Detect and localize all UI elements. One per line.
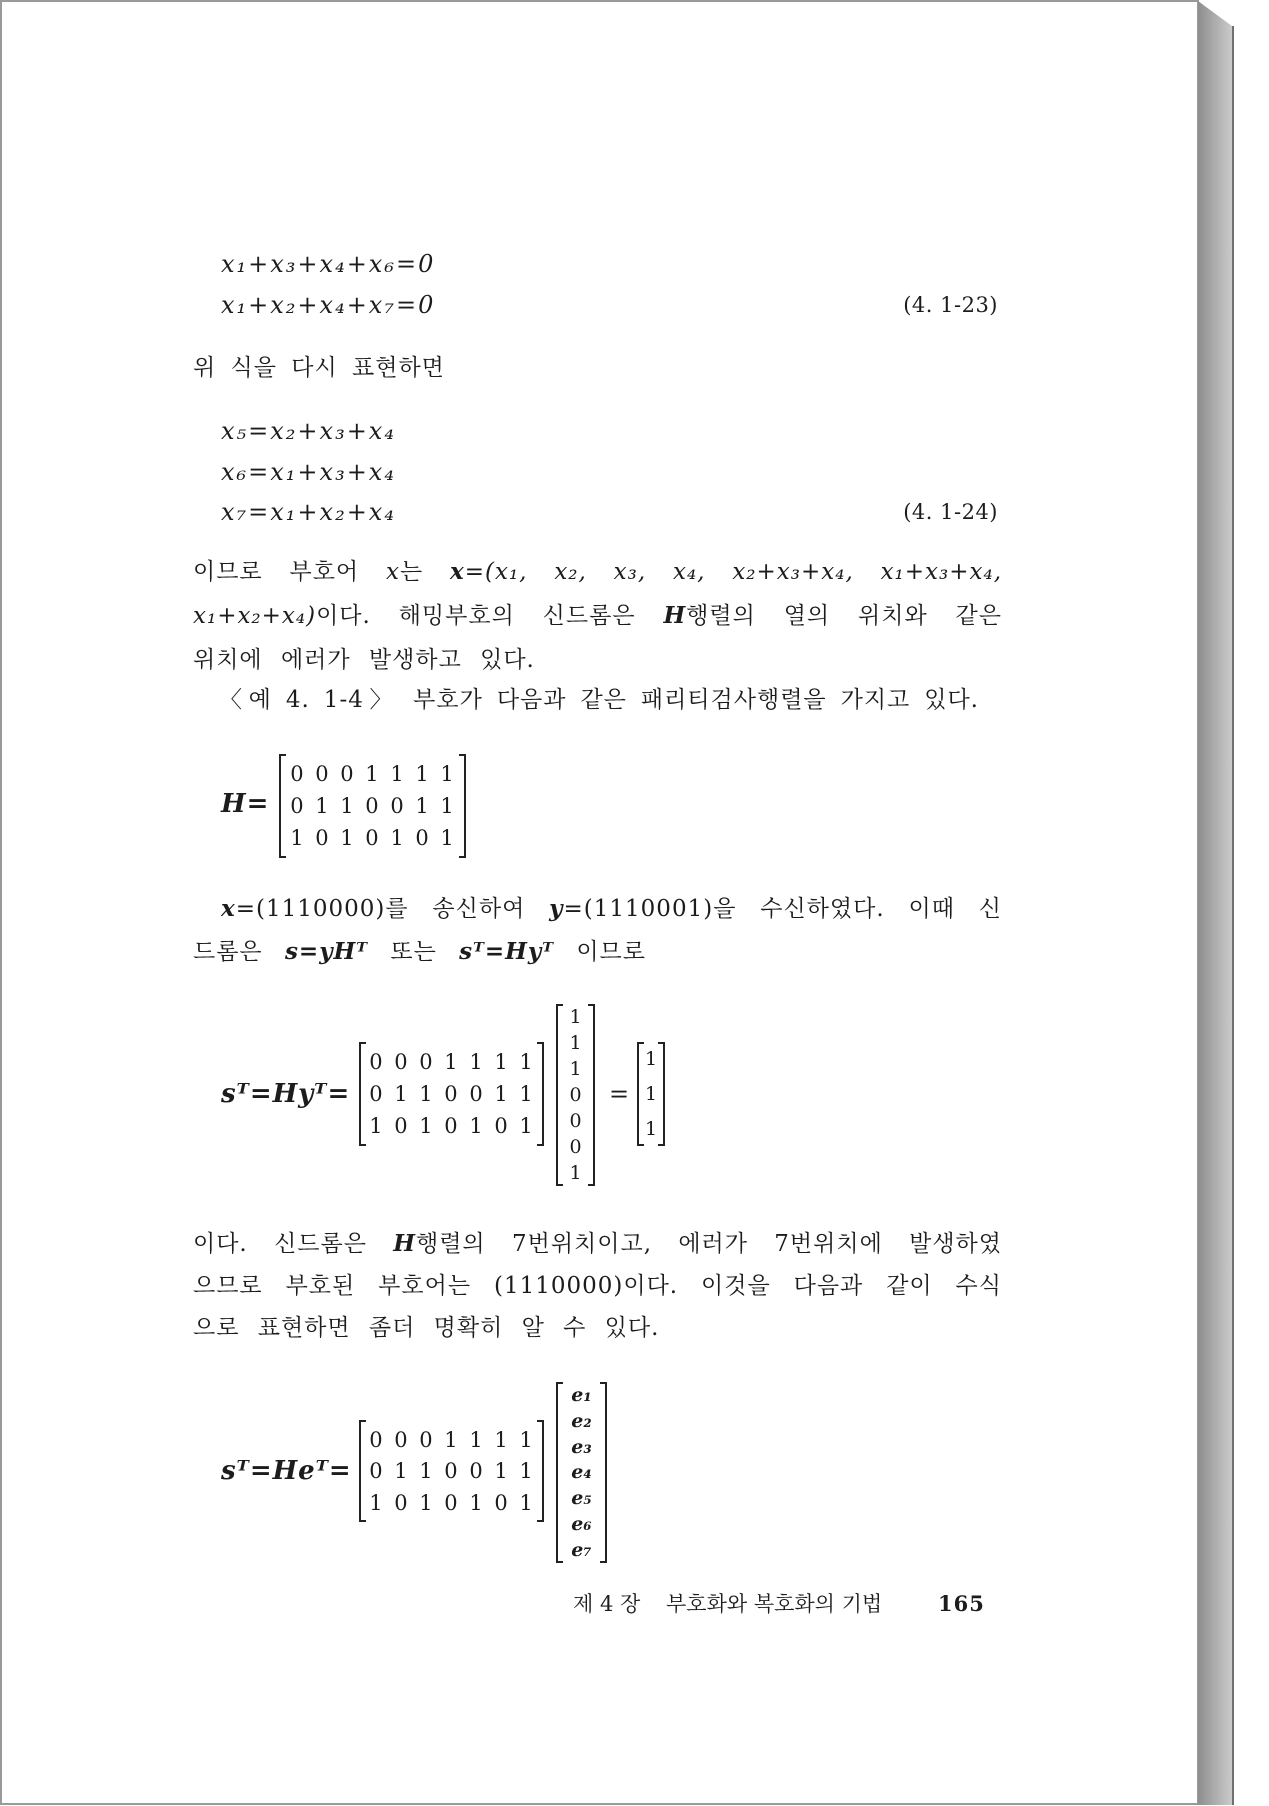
text-run: 또는 — [368, 939, 460, 965]
right-bracket — [537, 1042, 544, 1146]
example-label: 〈예 4. 1-4〉 — [219, 687, 400, 713]
paragraph-line — [221, 889, 1002, 929]
vector-entry: e₅ — [571, 1487, 592, 1510]
matrix-label: H= — [221, 789, 270, 819]
vector-entry: e₂ — [571, 1409, 592, 1432]
vector-entry: e₃ — [571, 1435, 592, 1458]
text-run: 드롬은 — [193, 939, 285, 965]
matrix-row: 0 1 1 0 0 1 1 — [369, 1082, 534, 1106]
math-expression: s=yHᵀ — [284, 938, 369, 965]
error-vector — [556, 1382, 607, 1563]
left-bracket — [359, 1042, 366, 1146]
vector-entry: 1 — [569, 1058, 582, 1080]
parity-check-matrix — [359, 1042, 544, 1146]
paragraph-line — [193, 932, 646, 972]
received-vector — [556, 1004, 595, 1186]
vector-entry: 0 — [569, 1136, 582, 1158]
math-variable: H — [393, 1230, 416, 1257]
math-variable: y — [549, 895, 564, 922]
text-run: 를 송신하여 — [385, 896, 550, 922]
right-bracket — [658, 1042, 665, 1146]
text-run: 는 — [399, 559, 451, 585]
vector-entry: 0 — [569, 1110, 582, 1132]
paragraph-line: 으므로 부호된 부호어는 (1110000)이다. 이것을 다음과 같이 수식 — [193, 1273, 1002, 1299]
vector-entry: e₆ — [571, 1513, 592, 1536]
paragraph-line — [193, 1224, 1002, 1264]
matrix-row: 1 0 1 0 1 0 1 — [369, 1114, 534, 1138]
right-bracket — [537, 1420, 544, 1522]
parity-check-matrix — [359, 1420, 544, 1522]
right-bracket — [600, 1382, 607, 1563]
vector-entry: 1 — [644, 1117, 658, 1140]
text-run: 이므로 — [554, 939, 646, 965]
math-variable: x — [450, 558, 465, 585]
vector-entry: 1 — [569, 1162, 582, 1184]
equation-lhs: sᵀ=Hyᵀ= — [221, 1079, 351, 1109]
text-run: 행렬의 7번위치이고, 에러가 7번위치에 발생하였 — [416, 1231, 1002, 1257]
equation-number: (4. 1-24) — [903, 500, 998, 524]
left-bracket — [556, 1382, 563, 1563]
right-bracket — [588, 1004, 595, 1186]
page-edge-shadow — [1198, 1, 1232, 1805]
matrix-row: 0 0 0 1 1 1 1 — [290, 762, 455, 786]
vector-entry: e₇ — [571, 1538, 592, 1561]
vector-entry: 0 — [569, 1084, 582, 1106]
vector-entry: 1 — [569, 1032, 582, 1054]
text-run: 이다. 신드롬은 — [193, 1231, 394, 1257]
math-variable: x — [385, 559, 400, 585]
math-expression: sᵀ=Hyᵀ — [459, 938, 555, 965]
paragraph-line: 으로 표현하면 좀더 명확히 알 수 있다. — [193, 1315, 660, 1341]
vector-entry: 1 — [644, 1082, 658, 1105]
math-expression: =(1110001) — [563, 896, 714, 922]
equation-line: x₆=x₁+x₃+x₄ — [221, 458, 396, 486]
left-bracket — [359, 1420, 366, 1522]
paragraph-line — [193, 552, 1002, 592]
vector-entry: 1 — [569, 1006, 582, 1028]
text-run: 이므로 부호어 — [193, 559, 386, 585]
page-number: 165 — [938, 1591, 985, 1616]
paragraph-line — [193, 596, 1002, 636]
vector-entry: e₁ — [571, 1383, 592, 1406]
vector-entry: 1 — [644, 1048, 658, 1071]
syndrome-vector — [637, 1042, 665, 1146]
matrix-row: 1 0 1 0 1 0 1 — [369, 1490, 534, 1515]
text-run: 부호가 다음과 같은 패리티검사행렬을 가지고 있다. — [399, 687, 979, 713]
equation-line: x₁+x₃+x₄+x₆=0 — [221, 250, 436, 278]
matrix-row: 0 1 1 0 0 1 1 — [290, 794, 455, 818]
left-bracket — [637, 1042, 644, 1146]
equation-line: x₁+x₂+x₄+x₇=0 — [221, 291, 436, 319]
text-run: 을 수신하였다. 이때 신 — [713, 896, 1002, 922]
math-expression: =(x₁, x₂, x₃, x₄, x₂+x₃+x₄, x₁+x₃+x₄, — [464, 559, 1003, 585]
math-variable: x — [221, 895, 236, 922]
equation-number: (4. 1-23) — [903, 293, 998, 317]
parity-check-matrix — [279, 754, 466, 858]
left-bracket — [556, 1004, 563, 1186]
equation-lhs: sᵀ=Heᵀ= — [221, 1456, 352, 1486]
math-expression: =(1110000) — [235, 896, 386, 922]
paragraph-line: 위치에 에러가 발생하고 있다. — [193, 647, 535, 673]
matrix-row: 0 0 0 1 1 1 1 — [369, 1050, 534, 1074]
text-run: 행렬의 열의 위치와 같은 — [686, 603, 1002, 629]
equation-line: x₇=x₁+x₂+x₄ — [221, 498, 396, 526]
math-expression: x₁+x₂+x₄) — [193, 603, 317, 629]
example-line — [219, 680, 979, 720]
matrix-row: 0 1 1 0 0 1 1 — [369, 1459, 534, 1483]
matrix-row: 1 0 1 0 1 0 1 — [290, 826, 455, 850]
matrix-row: 0 0 0 1 1 1 1 — [369, 1427, 534, 1452]
right-bracket — [459, 754, 466, 858]
footer-title: 부호화와 복호화의 기법 — [666, 1592, 883, 1616]
equals-sign: = — [608, 1080, 630, 1108]
footer-chapter: 제 4 장 — [573, 1592, 641, 1616]
equation-line: x₅=x₂+x₃+x₄ — [221, 417, 396, 445]
vector-entry: e₄ — [571, 1461, 592, 1484]
text-run: 이다. 해밍부호의 신드롬은 — [316, 603, 664, 629]
text-line: 위 식을 다시 표현하면 — [193, 355, 445, 381]
math-variable: H — [663, 602, 687, 629]
left-bracket — [279, 754, 286, 858]
